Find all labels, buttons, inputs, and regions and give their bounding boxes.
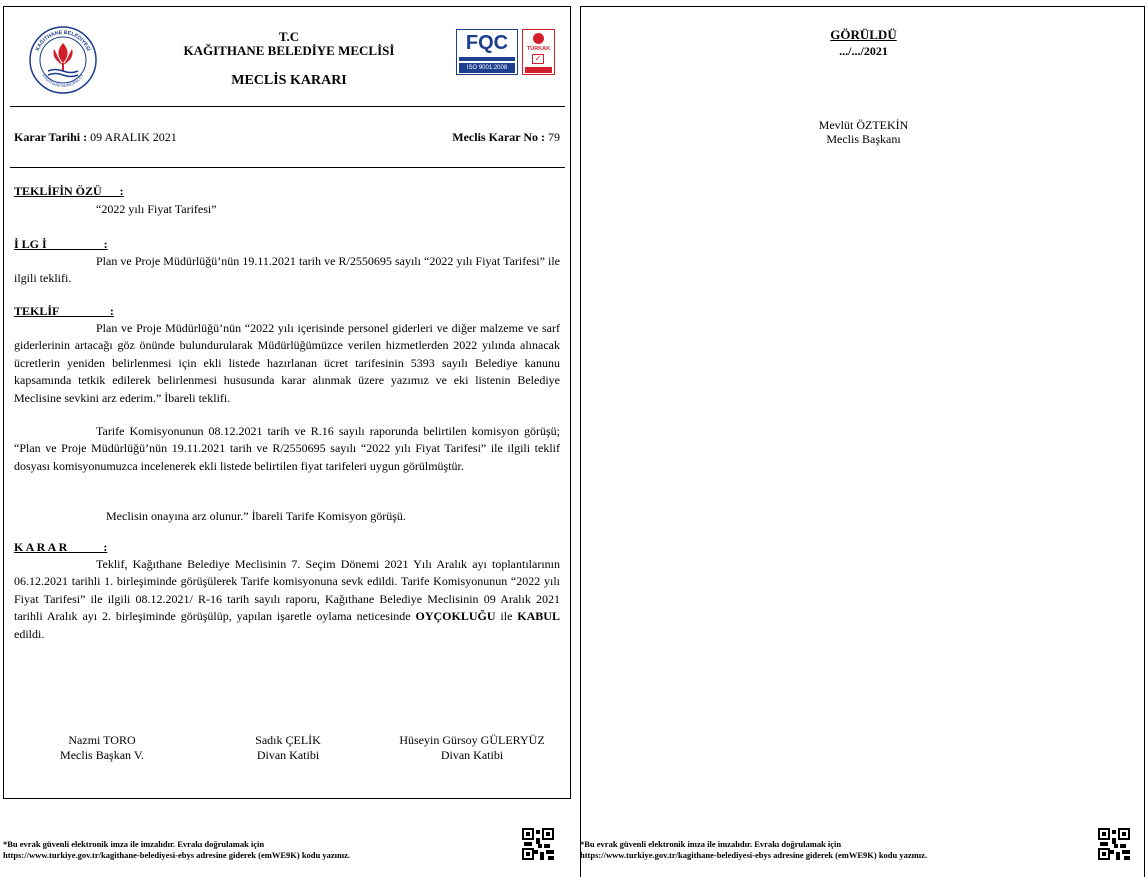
municipality-logo [28, 25, 98, 95]
approval-title: GÖRÜLDÜ [830, 27, 897, 42]
chairman-title: Meclis Başkanı [826, 132, 901, 146]
decision-page [3, 6, 571, 799]
header-decision: MECLİS KARARI [231, 73, 347, 88]
divider [10, 106, 565, 107]
proposal-paragraph-3: Meclisin onayına arz olunur.” İbareli Tarife Komisyon görüşü. [106, 509, 406, 523]
decision-date: Karar Tarihi : 09 ARALIK 2021 [14, 130, 177, 144]
proposal-summary-label: TEKLİFİN ÖZÜ : [14, 184, 124, 198]
logo-text-top: KAĞITHANE BELEDİYESİ [34, 29, 92, 52]
signature-block [387, 733, 557, 763]
qr-code-icon [522, 828, 554, 860]
signer-name: Sadık ÇELİK [255, 733, 321, 747]
signer-name: Hüseyin Gürsoy GÜLERYÜZ [399, 733, 545, 747]
header-tc: T.C [278, 29, 300, 44]
signer-name: Nazmi TORO [68, 733, 136, 747]
chairman-signature [581, 118, 1146, 146]
chairman-name: Mevlüt ÖZTEKİN [818, 118, 909, 132]
reference-label: İ LG İ : [14, 237, 108, 251]
approval-date: .../.../2021 [839, 44, 888, 58]
approval-page [580, 6, 1145, 877]
divider [10, 167, 565, 168]
signer-title: Divan Katibi [440, 748, 504, 762]
decision-number: Meclis Karar No : 79 [452, 130, 560, 144]
proposal-summary-text: “2022 yılı Fiyat Tarifesi” [96, 202, 217, 216]
certification-logos [456, 29, 556, 79]
reference-text: Plan ve Proje Müdürlüğü’nün 19.11.2021 tarih ve R/2550695 sayılı “2022 yılı Fiyat Tarifesi” ile ilgili teklifi. [14, 254, 560, 286]
verification-note: *Bu evrak güvenli elektronik imza ile imzalıdır. Evrakı doğrulamak için https://www.turkiye.gov.tr/kagithane-belediyesi-ebys adresine giderek (emWE9K) kodu yazınız. [3, 839, 351, 860]
signer-title: Divan Katibi [256, 748, 320, 762]
decision-label: K A R A R : [14, 540, 108, 554]
signature-block [32, 733, 172, 763]
logo-text-bottom: KAĞITHANE MUNICIPALITY [41, 73, 85, 89]
proposal-label: TEKLİF : [14, 304, 114, 318]
signature-block [218, 733, 358, 763]
decision-text: Teklif, Kağıthane Belediye Meclisinin 7. Seçim Dönemi 2021 Yılı Aralık ayı toplantılarının 06.12.2021 tarihli 1. birleşiminde görüşülerek Tarife komisyonuna sevk edildi. Tarife Komisyonunun “2022 yılı Fiyat Tarifesi” ile ilgili 08.12.2021/ R-16 tarih sayılı raporu, Kağıthane Belediye Meclisinin 09 Aralık 2021 tarihli Aralık ayı 2. birleşiminde görüşülüp, yapılan işaretle oylama neticesinde OYÇOKLUĞU ile KABUL edildi. [14, 557, 560, 641]
fqc-logo: FQC ISO 9001:2008 [456, 29, 518, 75]
turkak-logo: TÜRKAK ✓ [522, 29, 555, 75]
header-council: KAĞITHANE BELEDİYE MECLİSİ [183, 43, 395, 58]
signer-title: Meclis Başkan V. [60, 748, 144, 762]
qr-code-icon [1098, 828, 1130, 860]
verification-note: *Bu evrak güvenli elektronik imza ile imzalıdır. Evrakı doğrulamak için https://www.turkiye.gov.tr/kagithane-belediyesi-ebys adresine giderek (emWE9K) kodu yazınız. [580, 839, 928, 860]
proposal-paragraph-2: Tarife Komisyonunun 08.12.2021 tarih ve R.16 sayılı raporunda belirtilen komisyon görüşü; “Plan ve Proje Müdürlüğü’nün 19.11.2021 tarih ve R/2550695 sayılı “2022 yılı Fiyat Tarifesi” ile ilgili teklif dosyası komisyonumuzca incelenerek ekli listede belirtilen fiyat tarifeleri uygun görülmüştür. [14, 424, 560, 473]
proposal-paragraph-1: Plan ve Proje Müdürlüğü’nün “2022 yılı içerisinde personel giderleri ve diğer malzeme ve sarf giderlerinin artacağı göz önünde bulundurularak Müdürlüğümüzce verilen hizmetlerden 2022 yılında alınacak ücretlerin yeniden belirlenmesi için ekli listede hazırlanan ücret tarifesinin 5393 sayılı Belediye kanunu kapsamında tetkik edilerek belirlenmesi hususunda karar alınmak üzere yazımız ve eki listenin Belediye Meclisine sevkini arz ederim.” İbareli teklifi. [14, 321, 560, 405]
